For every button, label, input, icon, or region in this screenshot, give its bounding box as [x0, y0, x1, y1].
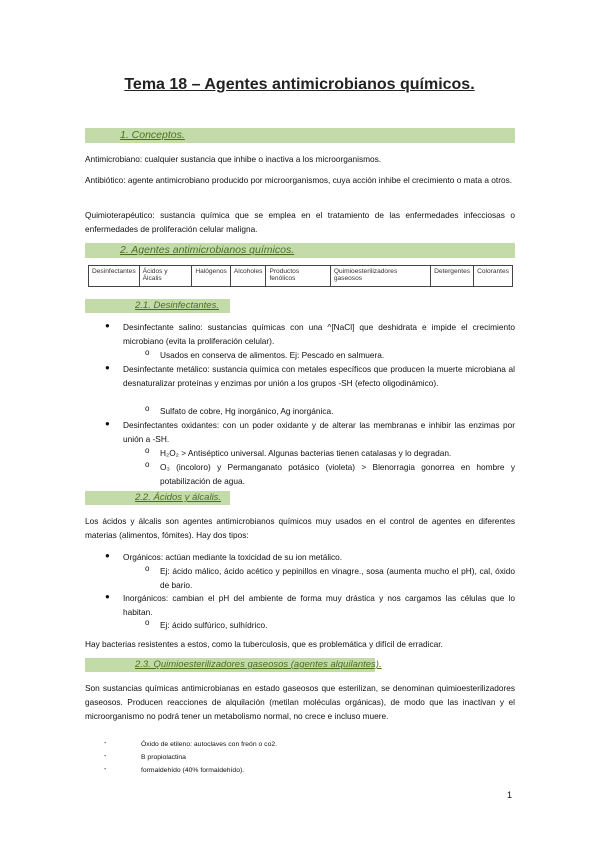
- dash-bullet-icon: -: [104, 766, 107, 773]
- bullet-icon: ●: [105, 419, 110, 428]
- list-item: Ej: ácido málico, ácido acético y pepinillos en vinagre., sosa (aumenta mucho el pH), cal, óxido de bario.: [160, 566, 515, 590]
- table-cell: Desinfectantes: [89, 266, 140, 287]
- paragraph-antibiotico: Antibiótico: agente antimicrobiano producido por microorganismos, cuya acción inhibe el crecimiento o mata a otros.: [85, 175, 513, 185]
- circle-bullet-icon: o: [145, 618, 150, 627]
- list-item: formaldehído (40% formaldehído).: [141, 767, 245, 774]
- subsection-heading-quimioesterilizadores: [85, 658, 515, 672]
- list-item: Óxido de etileno: autoclaves con freón o co2.: [141, 741, 278, 748]
- list-item: O₃ (incoloro) y Permanganato potásico (violeta) > Blenorragia gonorrea en hombre y potabilización de agua.: [160, 462, 515, 486]
- subsection-heading-text: 2.2. Ácidos y álcalis.: [135, 492, 222, 503]
- paragraph-quimioterapeutico: Quimioterapéutico: sustancia química que se emplea en el tratamiento de las enfermedades infecciosas o enfermedades de proliferación celular maligna.: [85, 210, 515, 234]
- agent-types-table: [88, 265, 513, 287]
- table-cell: Detergentes: [431, 266, 474, 287]
- paragraph-acidos-outro: Hay bacterias resistentes a estos, como la tuberculosis, que es problemática y difícil de erradicar.: [85, 639, 443, 649]
- list-item: Sulfato de cobre, Hg inorgánico, Ag inorgánica.: [160, 406, 334, 416]
- circle-bullet-icon: o: [145, 460, 150, 469]
- dash-bullet-icon: -: [104, 740, 107, 747]
- section-heading-text: 1. Conceptos.: [120, 129, 185, 141]
- dash-bullet-icon: -: [104, 753, 107, 760]
- subsection-heading-text: 2.3. Quimioesterilizadores gaseosos (agentes alquilantes).: [135, 659, 382, 670]
- bullet-icon: ●: [105, 592, 110, 601]
- table-cell: Alcoholes: [230, 266, 266, 287]
- list-item: Desinfectante metálico: sustancia química con metales específicos que producen la muerte microbiana al desnaturalizar proteínas y enzimas por unión a los grupos -SH (efecto oligodinámico).: [123, 364, 515, 388]
- circle-bullet-icon: o: [145, 348, 150, 357]
- bullet-icon: ●: [105, 363, 110, 372]
- list-item: Orgánicos: actúan mediante la toxicidad de su ion metálico.: [123, 552, 343, 562]
- bullet-icon: ●: [105, 321, 110, 330]
- circle-bullet-icon: o: [145, 446, 150, 455]
- page-title: Tema 18 – Agentes antimicrobianos químicos.: [124, 76, 475, 93]
- list-item: Ej: ácido sulfúrico, sulhídrico.: [160, 620, 268, 630]
- subsection-heading-acidos: [85, 491, 515, 505]
- table-cell: Productos fenólicos: [266, 266, 330, 287]
- paragraph-antimicrobiano: Antimicrobiano: cualquier sustancia que inhibe o inactiva a los microorganismos.: [85, 154, 382, 164]
- page-number: 1: [507, 790, 513, 800]
- table-cell: Ácidos y Álcalis: [139, 266, 192, 287]
- table-cell: Quimioesterilizadores gaseosos: [330, 266, 430, 287]
- circle-bullet-icon: o: [145, 404, 150, 413]
- paragraph-acidos-intro: Los ácidos y álcalis son agentes antimicrobianos químicos muy usados en el control de agentes en diferentes materias (alimentos, fómites). Hay dos tipos:: [85, 516, 515, 540]
- list-item: Usados en conserva de alimentos. Ej: Pescado en salmuera.: [160, 350, 385, 360]
- section-heading-agentes: [85, 243, 515, 258]
- list-item: Desinfectantes oxidantes: con un poder oxidante y de alterar las membranas e inhibir las enzimas por unión a -SH.: [123, 420, 515, 444]
- bullet-icon: ●: [105, 551, 110, 560]
- circle-bullet-icon: o: [145, 564, 150, 573]
- table-cell: Halógenos: [192, 266, 231, 287]
- subsection-heading-desinfectantes: [85, 299, 515, 313]
- list-item: H₂O₂ > Antiséptico universal. Algunas bacterias tienen catalasas y lo degradan.: [160, 448, 452, 458]
- section-heading-text: 2. Agentes antimicrobianos químicos.: [120, 244, 295, 256]
- list-item: B propiolactina: [141, 754, 186, 761]
- section-heading-conceptos: [85, 128, 515, 143]
- subsection-heading-text: 2.1. Desinfectantes.: [135, 300, 219, 311]
- paragraph-quimioesterilizadores-intro: Son sustancias químicas antimicrobianas en estado gaseosos que esterilizan, se denominan quimioesterilizadores gaseosos. Producen reacciones de alquilación (metilan moléculas orgánicas), de modo que las inactivan y el microorganismo no podrá tener un metabolismo normal, no crece e incluso muere.: [85, 683, 515, 721]
- list-item: Inorgánicos: cambian el pH del ambiente de forma muy drástica y nos cargamos las células que lo habitan.: [123, 593, 515, 617]
- table-row: [89, 266, 513, 287]
- list-item: Desinfectante salino: sustancias químicas con una ^[NaCl] que deshidrata e impide el crecimiento microbiano (evita la proliferación celular).: [123, 322, 515, 346]
- table-cell: Colorantes: [474, 266, 513, 287]
